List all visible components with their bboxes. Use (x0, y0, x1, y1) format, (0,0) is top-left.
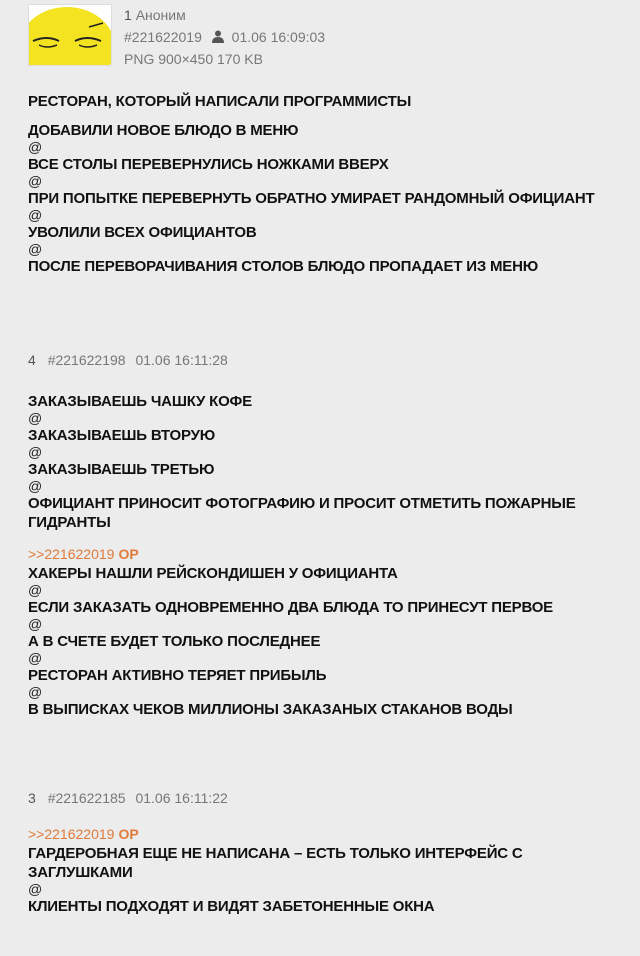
reply-link[interactable] (28, 546, 620, 562)
post-2 (28, 352, 620, 719)
post-id[interactable]: #221622185 (47, 790, 126, 806)
post-line: ЗАКАЗЫВАЕШЬ ЧАШКУ КОФЕ (28, 393, 252, 410)
post-meta (28, 790, 620, 806)
post-header (28, 4, 620, 70)
post-line: ГАРДЕРОБНАЯ ЕЩЕ НЕ НАПИСАНА – ЕСТЬ ТОЛЬКО ИНТЕРФЕЙС С ЗАГЛУШКАМИ (28, 845, 523, 881)
at-separator: @ (28, 410, 43, 426)
post-line: ПРИ ПОПЫТКЕ ПЕРЕВЕРНУТЬ ОБРАТНО УМИРАЕТ РАНДОМНЫЙ ОФИЦИАНТ (28, 190, 595, 207)
at-separator: @ (28, 173, 43, 189)
post-datetime: 01.06 16:11:28 (135, 352, 228, 368)
post-line: РЕСТОРАН АКТИВНО ТЕРЯЕТ ПРИБЫЛЬ (28, 667, 327, 684)
post-datetime: 01.06 16:09:03 (231, 29, 326, 45)
at-separator: @ (28, 478, 43, 494)
at-separator: @ (28, 684, 43, 700)
author-name: Аноним (135, 7, 186, 23)
post-id[interactable]: #221622198 (47, 352, 126, 368)
post-meta (124, 4, 325, 70)
person-icon (212, 30, 224, 43)
at-separator: @ (28, 241, 43, 257)
post-line: УВОЛИЛИ ВСЕХ ОФИЦИАНТОВ (28, 224, 257, 241)
op-badge: OP (118, 826, 139, 842)
at-separator: @ (28, 650, 43, 666)
post-number: 3 (28, 790, 36, 806)
at-separator: @ (28, 139, 43, 155)
post-3 (28, 790, 620, 916)
reply-link[interactable] (28, 826, 620, 842)
post-line: В ВЫПИСКАХ ЧЕКОВ МИЛЛИОНЫ ЗАКАЗАНЫХ СТАКАНОВ ВОДЫ (28, 701, 513, 718)
post-1 (28, 4, 620, 276)
post-line: КЛИЕНТЫ ПОДХОДЯТ И ВИДЯТ ЗАБЕТОНЕННЫЕ ОКНА (28, 898, 435, 915)
post-thumbnail[interactable] (28, 4, 112, 66)
at-separator: @ (28, 616, 43, 632)
post-datetime: 01.06 16:11:22 (135, 790, 228, 806)
at-separator: @ (28, 444, 43, 460)
post-line: ДОБАВИЛИ НОВОЕ БЛЮДО В МЕНЮ (28, 122, 299, 139)
at-separator: @ (28, 582, 43, 598)
post-line: ЗАКАЗЫВАЕШЬ ВТОРУЮ (28, 427, 215, 444)
reply-target[interactable]: >>221622019 (28, 546, 115, 562)
file-info[interactable]: PNG 900×450 170 KB (124, 51, 263, 67)
op-badge: OP (118, 546, 139, 562)
reply-target[interactable]: >>221622019 (28, 826, 115, 842)
post-line: А В СЧЕТЕ БУДЕТ ТОЛЬКО ПОСЛЕДНЕЕ (28, 633, 321, 650)
at-separator: @ (28, 881, 43, 897)
post-line: ПОСЛЕ ПЕРЕВОРАЧИВАНИЯ СТОЛОВ БЛЮДО ПРОПАДАЕТ ИЗ МЕНЮ (28, 258, 539, 275)
yellow-face-thumbnail-icon (29, 5, 111, 65)
at-separator: @ (28, 207, 43, 223)
post-number: 1 (124, 7, 132, 23)
post-id[interactable]: #221622019 (124, 29, 202, 45)
post-line: ОФИЦИАНТ ПРИНОСИТ ФОТОГРАФИЮ И ПРОСИТ ОТМЕТИТЬ ПОЖАРНЫЕ ГИДРАНТЫ (28, 495, 576, 531)
post-number: 4 (28, 352, 36, 368)
post-line: ВСЕ СТОЛЫ ПЕРЕВЕРНУЛИСЬ НОЖКАМИ ВВЕРХ (28, 156, 389, 173)
post-line: ЕСЛИ ЗАКАЗАТЬ ОДНОВРЕМЕННО ДВА БЛЮДА ТО ПРИНЕСУТ ПЕРВОЕ (28, 599, 553, 616)
post-line: ЗАКАЗЫВАЕШЬ ТРЕТЬЮ (28, 461, 215, 478)
post-line: ХАКЕРЫ НАШЛИ РЕЙСКОНДИШЕН У ОФИЦИАНТА (28, 565, 398, 582)
post-meta (28, 352, 620, 368)
post-title: РЕСТОРАН, КОТОРЫЙ НАПИСАЛИ ПРОГРАММИСТЫ (28, 93, 412, 110)
